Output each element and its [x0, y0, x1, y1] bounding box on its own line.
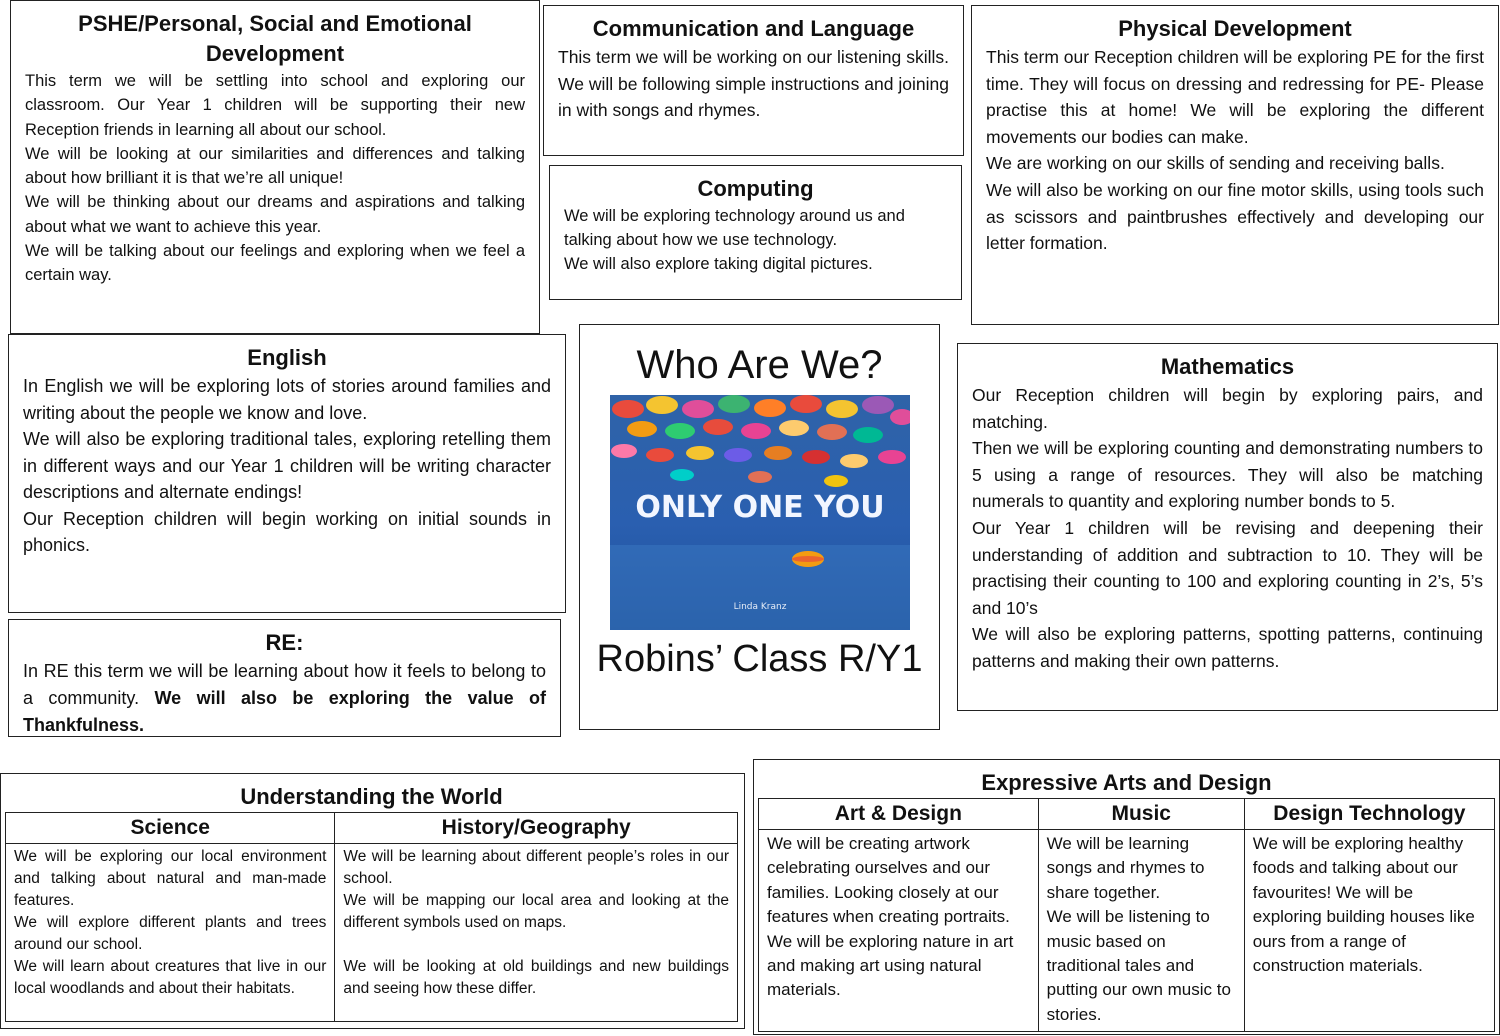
history-geography-paragraph: We will be learning about different people’s roles in our school.	[343, 848, 729, 887]
mathematics-title: Mathematics	[1160, 354, 1295, 379]
history-geography-paragraph: We will be mapping our local area and looking at the different symbols used on maps.	[343, 892, 729, 931]
english-panel	[8, 334, 566, 613]
physical-title: Physical Development	[1118, 16, 1352, 41]
physical-development-panel	[971, 5, 1499, 325]
computing-paragraph: We will be exploring technology around us and talking about how we use technology.	[564, 207, 905, 249]
book-cover-title: ONLY ONE YOU	[634, 490, 885, 525]
physical-paragraph: We are working on our skills of sending and receiving balls.	[986, 153, 1445, 174]
re-bold-text: We will also be exploring the value of Thankfulness.	[23, 688, 546, 735]
music-paragraph: We will be learning songs and rhymes to share together.	[1046, 834, 1205, 902]
communication-title: Communication and Language	[592, 16, 915, 41]
history-geography-heading: History/Geography	[335, 813, 738, 844]
re-title: RE:	[265, 630, 304, 655]
english-paragraph: In English we will be exploring lots of stories around families and writing about the people we know and love.	[23, 376, 551, 423]
science-paragraph: We will be exploring our local environment and talking about natural and man-made features.	[14, 848, 327, 909]
mathematics-panel	[957, 343, 1498, 711]
mathematics-paragraph: Our Year 1 children will be revising and deepening their understanding of addition and subtraction to 10. They will be practising their counting to 100 and exploring counting in 2’s, 5’s and 10’s	[972, 517, 1483, 618]
book-cover-image	[610, 395, 910, 630]
understanding-world-title: Understanding the World	[240, 784, 503, 809]
expressive-arts-panel	[753, 759, 1500, 1035]
pshe-paragraph: We will be thinking about our dreams and aspirations and talking about what we want to achieve this year.	[25, 193, 525, 236]
art-design-heading: Art & Design	[759, 799, 1039, 830]
history-geography-paragraph: We will be looking at old buildings and new buildings and seeing how these differ.	[343, 958, 729, 997]
book-cover-author: Linda Kranz	[733, 602, 786, 612]
mathematics-paragraph: Our Reception children will begin by exploring pairs, and matching.	[972, 385, 1483, 432]
science-heading: Science	[6, 813, 335, 844]
topic-title: Who Are We?	[636, 343, 883, 387]
understanding-world-panel	[0, 773, 745, 1029]
science-paragraph: We will explore different plants and trees around our school.	[14, 914, 327, 953]
design-technology-cell	[1244, 830, 1494, 1032]
class-title-panel	[579, 324, 940, 730]
computing-panel	[549, 165, 962, 300]
music-heading: Music	[1038, 799, 1244, 830]
pshe-title: PSHE/Personal, Social and Emotional Development	[78, 11, 472, 66]
class-name: Robins’ Class R/Y1	[596, 638, 923, 680]
science-cell	[6, 844, 335, 1022]
english-paragraph: We will also be exploring traditional tales, exploring retelling them in different ways and our Year 1 children will be writing character descriptions and alternate endings!	[23, 429, 551, 502]
expressive-arts-title: Expressive Arts and Design	[981, 770, 1272, 795]
physical-paragraph: This term our Reception children will be exploring PE for the first time. They will focus on dressing and redressing for PE- Please practise this at home! We will be exploring the different movements our bodies can make.	[986, 47, 1484, 147]
design-technology-paragraph: We will be exploring healthy foods and talking about our favourites! We will be exploring building houses like ours from a range of construction materials.	[1252, 834, 1475, 976]
history-geography-cell	[335, 844, 738, 1022]
music-cell	[1038, 830, 1244, 1032]
art-design-paragraph: We will be exploring nature in art and making art using natural materials.	[767, 931, 1014, 1000]
music-paragraph: We will be listening to music based on traditional tales and putting our own music to stories.	[1046, 907, 1231, 1024]
computing-title: Computing	[697, 176, 814, 201]
english-title: English	[247, 345, 327, 370]
re-text: In RE this term we will be learning about how it feels to belong to a community.	[23, 661, 546, 708]
re-panel	[8, 619, 561, 737]
mathematics-paragraph: Then we will be exploring counting and demonstrating numbers to 5 using a range of resources. They will also be matching numerals to quantity and exploring number bonds to 5.	[972, 438, 1483, 512]
re-paragraph	[23, 658, 546, 737]
communication-language-panel	[543, 5, 964, 156]
pshe-paragraph: We will be looking at our similarities and differences and talking about how brilliant it is that we’re all unique!	[25, 144, 525, 188]
art-design-cell	[759, 830, 1039, 1032]
expressive-arts-table	[758, 798, 1495, 1032]
design-technology-heading: Design Technology	[1244, 799, 1494, 830]
science-paragraph: We will learn about creatures that live in our local woodlands and about their habitats.	[14, 958, 327, 997]
physical-paragraph: We will also be working on our fine motor skills, using tools such as scissors and paintbrushes effectively and developing our letter formation.	[986, 179, 1484, 254]
pshe-paragraph: We will be talking about our feelings and exploring when we feel a certain way.	[25, 242, 525, 285]
water-surface-shine	[610, 545, 910, 630]
communication-paragraph: This term we will be working on our listening skills. We will be following simple instructions and joining in with songs and rhymes.	[558, 47, 949, 120]
computing-paragraph: We will also explore taking digital pictures.	[564, 255, 873, 273]
english-paragraph: Our Reception children will begin working on initial sounds in phonics.	[23, 508, 551, 555]
understanding-world-table	[5, 812, 738, 1022]
art-design-paragraph: We will be creating artwork celebrating ourselves and our families. Looking closely at our features when creating portraits.	[767, 834, 1010, 927]
pshe-panel	[10, 0, 540, 334]
pshe-paragraph: This term we will be settling into school and exploring our classroom. Our Year 1 children will be supporting their new Reception friends in learning all about our school.	[25, 72, 525, 139]
mathematics-paragraph: We will also be exploring patterns, spotting patterns, continuing patterns and making their own patterns.	[972, 624, 1483, 671]
